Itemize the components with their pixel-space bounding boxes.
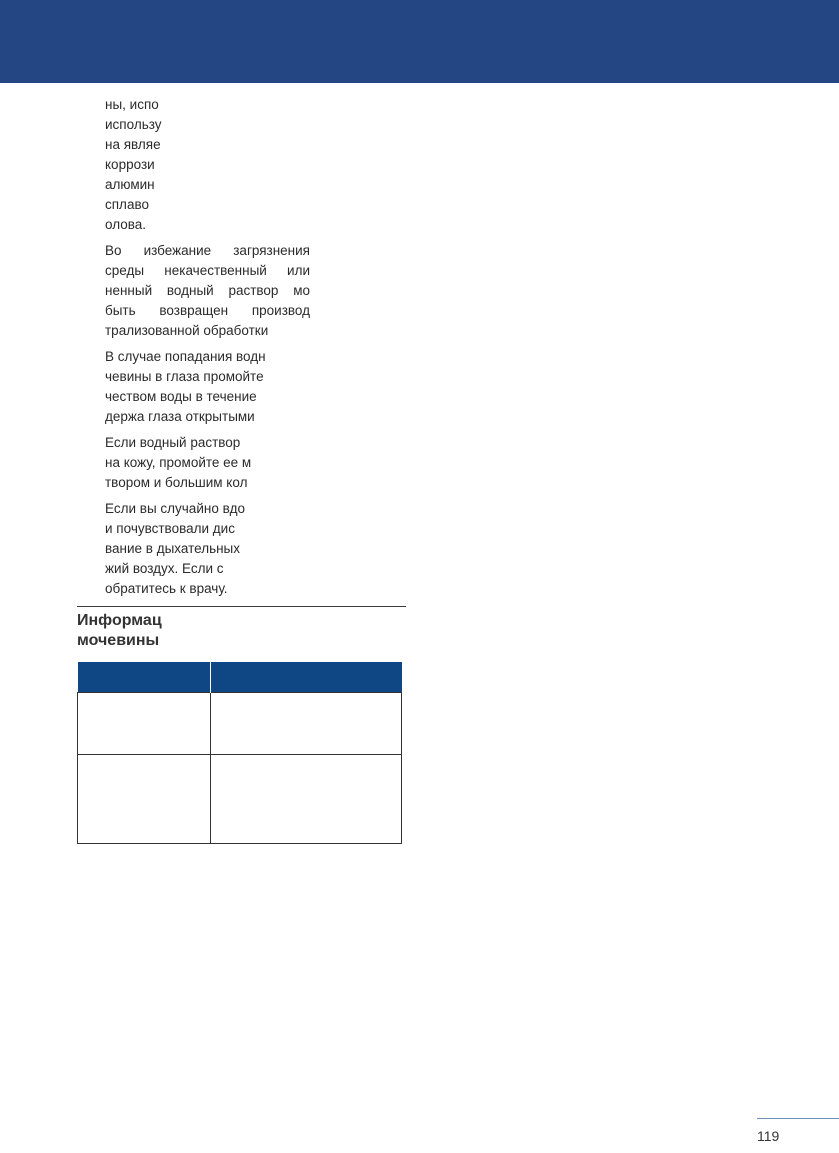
text-line: обратитесь к врачу. <box>105 581 228 596</box>
text-line: В случае попадания водн <box>105 349 266 364</box>
header-band <box>0 0 839 83</box>
text-line: использу <box>105 117 162 132</box>
text-line: Если вы случайно вдо <box>105 501 245 516</box>
section-divider <box>77 606 406 607</box>
text-line: олова. <box>105 217 147 232</box>
text-line: ны, испо <box>105 97 159 112</box>
document-body <box>105 95 310 605</box>
table-cell <box>78 755 211 844</box>
footer-rule <box>757 1118 839 1119</box>
text-line: держа глаза открытыми <box>105 409 255 424</box>
table-header-row <box>78 662 402 693</box>
text-line: чевины в глаза промойте <box>105 369 264 384</box>
table-header-cell <box>78 662 211 693</box>
text-line: Во избежание загрязнения <box>105 243 310 258</box>
table-header-cell <box>211 662 402 693</box>
page-number: 119 <box>757 1128 780 1144</box>
table-cell <box>78 693 211 755</box>
text-line: и почувствовали дис <box>105 521 235 536</box>
table-cell <box>211 693 402 755</box>
table-cell <box>211 755 402 844</box>
text-line: сплаво <box>105 197 149 212</box>
text-line: среды некачественный или <box>105 263 310 278</box>
section-title <box>77 611 277 651</box>
text-line: ненный водный раствор мо <box>105 283 310 298</box>
text-line: чеством воды в течение <box>105 389 257 404</box>
text-line: вание в дыхательных <box>105 541 241 556</box>
paragraph-4 <box>105 433 310 493</box>
text-line: быть возвращен производ <box>105 303 310 318</box>
paragraph-3 <box>105 347 310 427</box>
info-table <box>77 662 402 844</box>
section-title-line: мочевины <box>77 632 160 649</box>
paragraph-2 <box>105 241 310 341</box>
table-row <box>78 693 402 755</box>
text-line: на кожу, промойте ее м <box>105 455 252 470</box>
section-title-line: Информац <box>77 612 162 629</box>
text-line: твором и большим кол <box>105 475 248 490</box>
text-line: алюмин <box>105 177 155 192</box>
paragraph-1 <box>105 95 310 235</box>
text-line: на являе <box>105 137 161 152</box>
table-row <box>78 755 402 844</box>
text-line: жий воздух. Если с <box>105 561 224 576</box>
text-line: Если водный раствор <box>105 435 241 450</box>
text-line: коррози <box>105 157 155 172</box>
text-line: трализованной обработки <box>105 323 269 338</box>
paragraph-5 <box>105 499 310 599</box>
